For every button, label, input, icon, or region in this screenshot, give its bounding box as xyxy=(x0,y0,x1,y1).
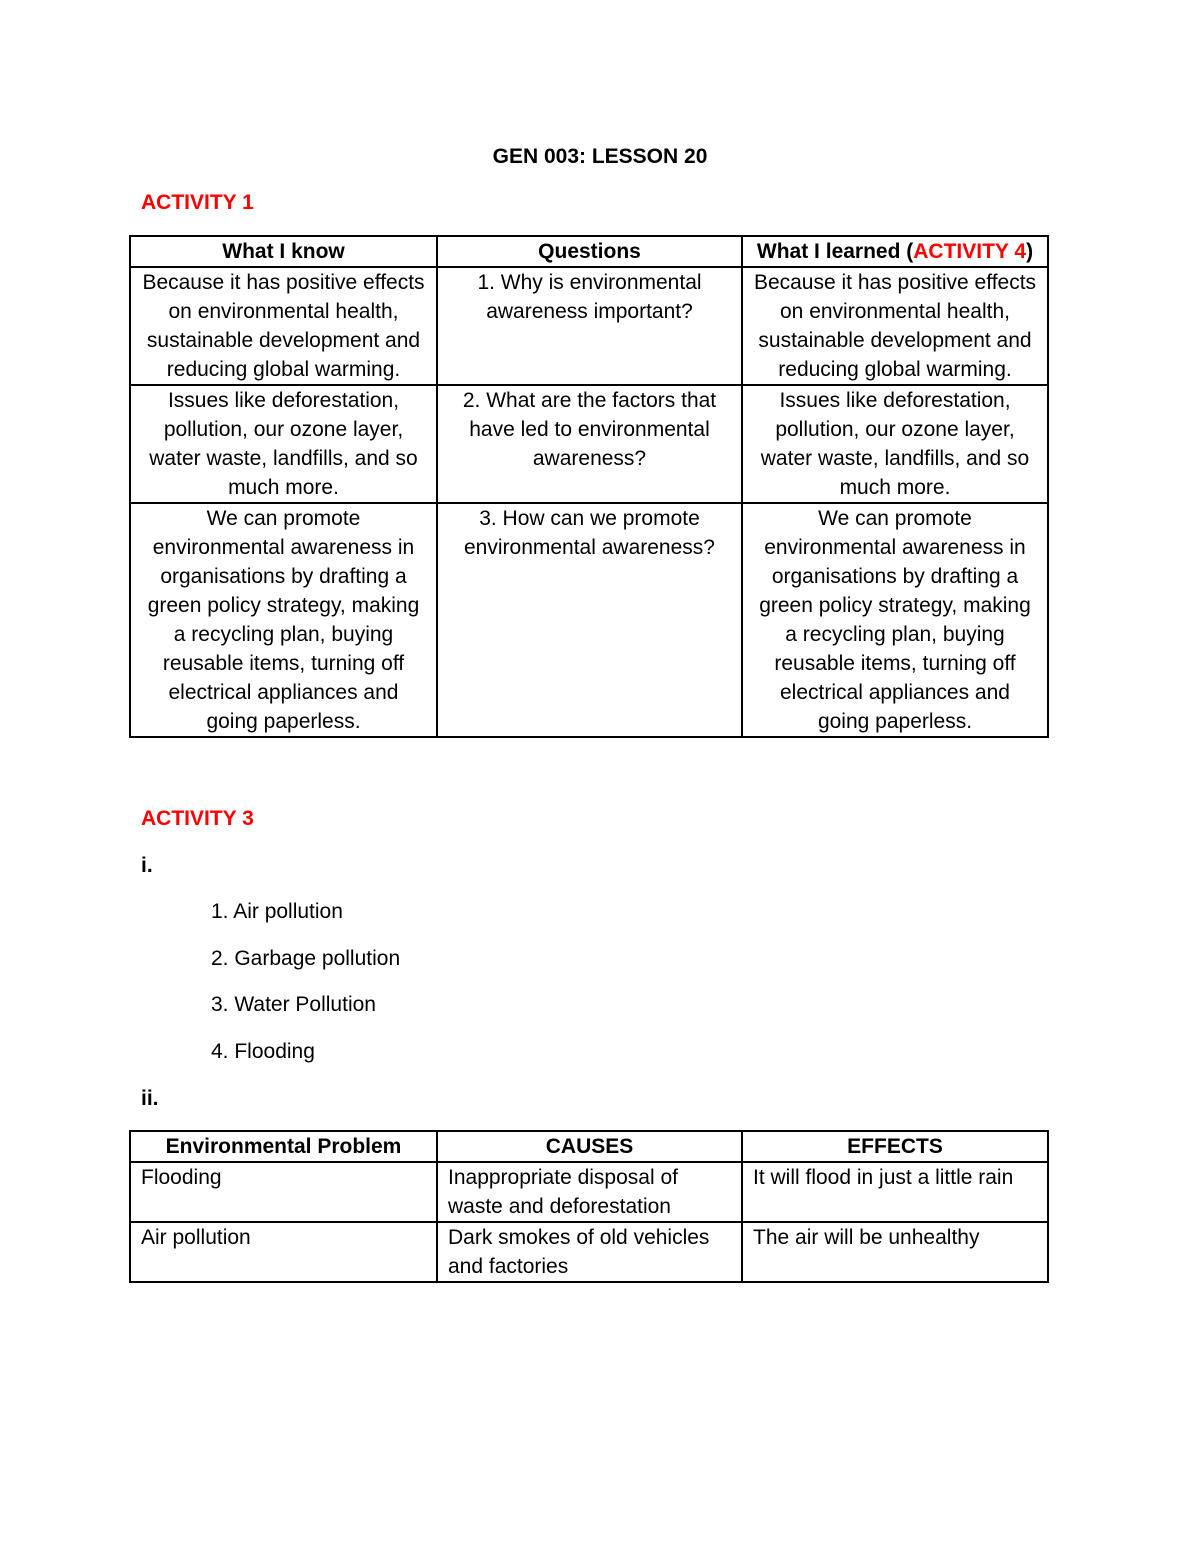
header-questions: Questions xyxy=(437,236,742,267)
header-what-i-learned-suffix: ) xyxy=(1026,240,1034,263)
activity1-heading: ACTIVITY 1 xyxy=(141,191,254,214)
cell-problem: Air pollution xyxy=(130,1222,437,1282)
cell-learned: Because it has positive effects on environmental health, sustainable development and reducing global warming. xyxy=(742,267,1048,385)
list-item: 4. Flooding xyxy=(211,1040,315,1063)
cell-question: 2. What are the factors that have led to environmental awareness? xyxy=(437,385,742,503)
table-row xyxy=(130,503,1048,737)
cell-problem: Flooding xyxy=(130,1162,437,1222)
list-item: 2. Garbage pollution xyxy=(211,947,401,970)
cell-know: We can promote environmental awareness in organisations by drafting a green policy strategy, making a recycling plan, buying reusable items, turning off electrical appliances and going paperless. xyxy=(130,503,437,737)
header-environmental-problem: Environmental Problem xyxy=(130,1131,437,1162)
cell-question: 3. How can we promote environmental awareness? xyxy=(437,503,742,737)
cell-question: 1. Why is environmental awareness important? xyxy=(437,267,742,385)
table-row xyxy=(130,385,1048,503)
table-row xyxy=(130,1222,1048,1282)
part-ii-label: ii. xyxy=(141,1087,159,1110)
header-causes: CAUSES xyxy=(437,1131,742,1162)
table-row xyxy=(130,267,1048,385)
cell-know: Issues like deforestation, pollution, our ozone layer, water waste, landfills, and so much more. xyxy=(130,385,437,503)
cell-know: Because it has positive effects on environmental health, sustainable development and reducing global warming. xyxy=(130,267,437,385)
cell-learned: Issues like deforestation, pollution, our ozone layer, water waste, landfills, and so much more. xyxy=(742,385,1048,503)
activity1-table xyxy=(129,235,1049,738)
list-item: 1. Air pollution xyxy=(211,900,343,923)
header-what-i-know: What I know xyxy=(130,236,437,267)
header-effects: EFFECTS xyxy=(742,1131,1048,1162)
table-header-row xyxy=(130,1131,1048,1162)
header-what-i-learned-prefix: What I learned ( xyxy=(756,240,914,263)
cell-causes: Inappropriate disposal of waste and deforestation xyxy=(437,1162,742,1222)
header-what-i-learned xyxy=(742,236,1048,267)
activity3-heading: ACTIVITY 3 xyxy=(141,807,254,830)
cell-effects: The air will be unhealthy xyxy=(742,1222,1048,1282)
cell-causes: Dark smokes of old vehicles and factories xyxy=(437,1222,742,1282)
list-item: 3. Water Pollution xyxy=(211,993,376,1016)
table-header-row xyxy=(130,236,1048,267)
part-i-label: i. xyxy=(141,854,153,877)
header-activity-4-label: ACTIVITY 4 xyxy=(913,240,1027,263)
cell-learned: We can promote environmental awareness in organisations by drafting a green policy strategy, making a recycling plan, buying reusable items, turning off electrical appliances and going paperless. xyxy=(742,503,1048,737)
table-row xyxy=(130,1162,1048,1222)
document-title: GEN 003: LESSON 20 xyxy=(492,145,708,168)
cell-effects: It will flood in just a little rain xyxy=(742,1162,1048,1222)
environmental-problems-table xyxy=(129,1130,1049,1283)
